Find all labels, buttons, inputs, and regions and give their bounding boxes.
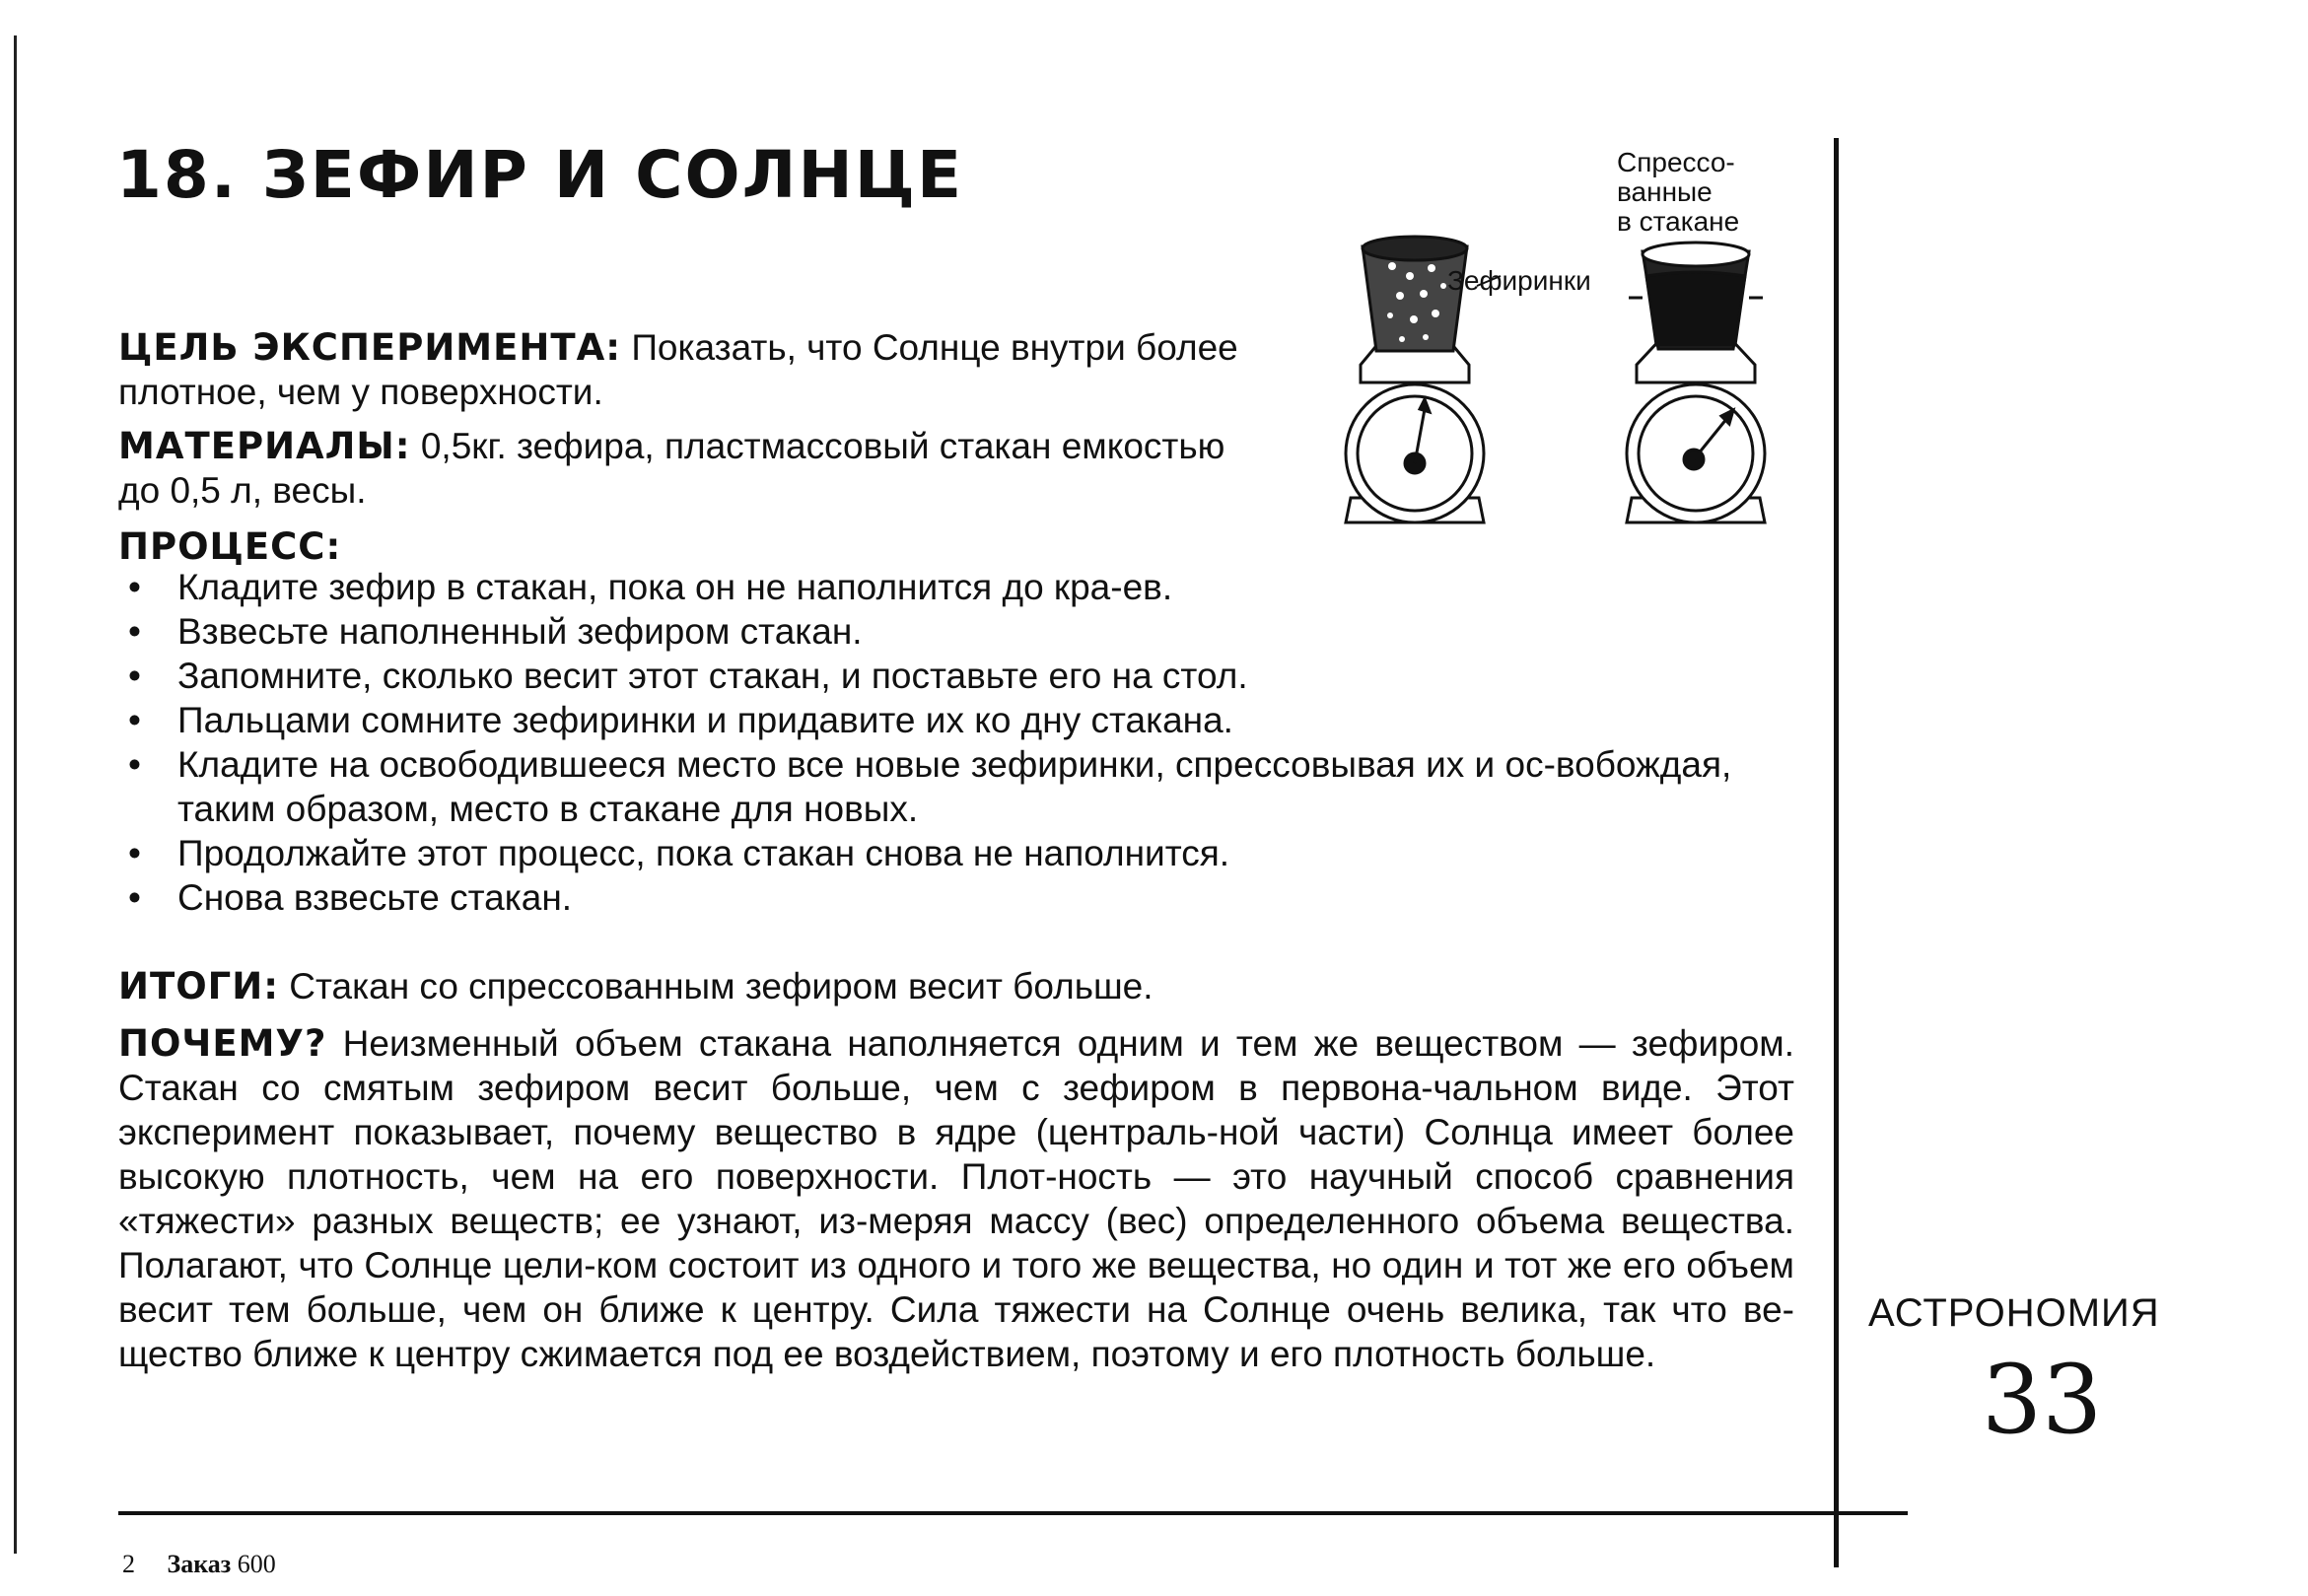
goal-text: Показать, что Солнце внутри более плотное, чем у поверхности.	[118, 327, 1238, 412]
right-column-rule	[1834, 138, 1839, 1567]
results-paragraph	[118, 964, 1814, 1008]
process-steps	[118, 565, 1794, 920]
goal-heading: ЦЕЛЬ ЭКСПЕРИМЕНТА:	[118, 326, 622, 369]
figure-label-marshmallows: Зефиринки	[1447, 265, 1591, 296]
list-item: • Пальцами сомните зефиринки и придавите их ко дну стакана.	[128, 700, 1233, 740]
footer-order-label: Заказ	[167, 1550, 232, 1578]
footer-order-number: 600	[237, 1550, 276, 1578]
footer-print-order	[122, 1550, 276, 1579]
list-item: • Кладите на освободившееся место все новые зефиринки, спрессовывая их и ос-вобождая, таким образом, место в стакане для новых.	[128, 744, 1732, 829]
bottom-rule	[118, 1511, 1908, 1515]
materials-heading: МАТЕРИАЛЫ:	[118, 425, 411, 467]
process-heading: ПРОЦЕСС:	[118, 525, 342, 568]
page-number: 33	[1982, 1345, 2103, 1455]
materials-paragraph	[118, 424, 1262, 513]
page-title: 18. ЗЕФИР И СОЛНЦЕ	[116, 137, 964, 213]
why-text: Неизменный объем стакана наполняется одним и тем же веществом — зефиром. Стакан со смятым зефиром весит больше, чем с зефиром в первона-чальном виде. Этот эксперимент показывает, почему вещество в ядре (централь-ной части) Солнца имеет более высокую плотность, чем на его поверхности. Плот-ность — это научный способ сравнения «тяжести» разных веществ; ее узнают, из-меряя массу (вес) определенного объема вещества. Полагают, что Солнце цели-ком состоит из одного и того же вещества, но один и тот же его объем весит тем больше, чем он ближе к центру. Сила тяжести на Солнце очень велика, так что ве-щество ближе к центру сжимается под ее воздействием, поэтому и его плотность больше.	[118, 1023, 1795, 1374]
list-item: • Снова взвесьте стакан.	[128, 877, 573, 918]
why-paragraph	[118, 1021, 1794, 1376]
left-margin-rule	[14, 35, 17, 1554]
goal-paragraph	[118, 325, 1262, 414]
right-scale-illustration	[1627, 243, 1765, 522]
list-item: • Взвесьте наполненный зефиром стакан.	[128, 611, 863, 652]
results-text: Стакан со спрессованным зефиром весит больше.	[289, 966, 1154, 1006]
section-name: АСТРОНОМИЯ	[1868, 1291, 2160, 1335]
list-item: • Кладите зефир в стакан, пока он не наполнится до кра-ев.	[128, 567, 1173, 607]
materials-text: 0,5кг. зефира, пластмассовый стакан емкостью до 0,5 л, весы.	[118, 426, 1225, 511]
list-item: • Продолжайте этот процесс, пока стакан снова не наполнится.	[128, 833, 1230, 873]
results-heading: ИТОГИ:	[118, 965, 279, 1007]
figure-label-pressed: Спрессо- ванные в стакане	[1617, 147, 1740, 237]
footer-sheet-number: 2	[122, 1550, 135, 1578]
list-item: • Запомните, сколько весит этот стакан, и поставьте его на стол.	[128, 656, 1248, 696]
why-heading: ПОЧЕМУ?	[118, 1022, 327, 1065]
